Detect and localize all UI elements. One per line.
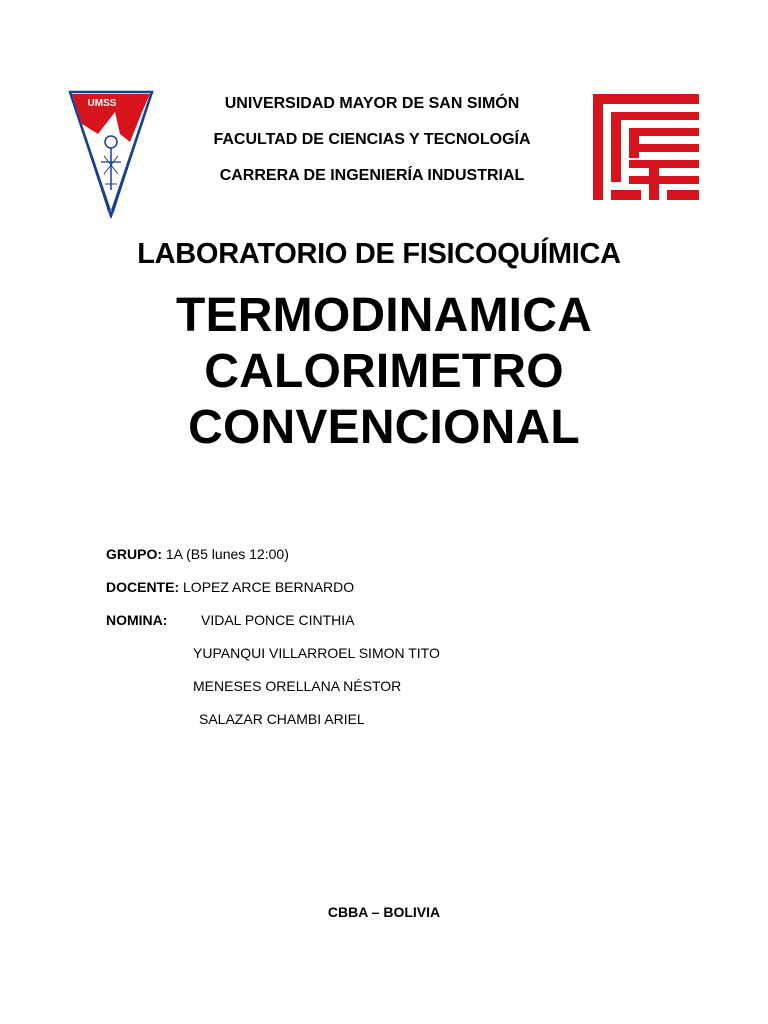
docente-value: LOPEZ ARCE BERNARDO <box>183 579 355 595</box>
footer-location: CBBA – BOLIVIA <box>327 904 441 920</box>
faculty-name: FACULTAD DE CIENCIAS Y TECNOLOGÍA <box>213 131 531 148</box>
member-name: MENESES ORELLANA NÉSTOR <box>193 678 402 694</box>
member-name: SALAZAR CHAMBI ARIEL <box>199 711 365 727</box>
lab-title: LABORATORIO DE FISICOQUÍMICA <box>137 238 621 270</box>
docente-label: DOCENTE: <box>106 579 180 595</box>
main-title-line-1: TERMODINAMICA <box>176 289 592 342</box>
university-name: UNIVERSIDAD MAYOR DE SAN SIMÓN <box>224 95 520 112</box>
svg-text:UMSS: UMSS <box>87 98 117 109</box>
member-name: VIDAL PONCE CINTHIA <box>201 612 355 628</box>
grupo-row <box>106 544 289 564</box>
main-title <box>0 288 768 456</box>
nomina-row <box>106 610 167 630</box>
grupo-label: GRUPO: <box>106 546 162 562</box>
member-name: YUPANQUI VILLARROEL SIMON TITO <box>193 645 440 661</box>
grupo-value: 1A (B5 lunes 12:00) <box>165 546 289 562</box>
main-title-line-3: CONVENCIONAL <box>188 401 580 454</box>
docente-row <box>106 577 354 597</box>
fcyt-logo-icon <box>593 94 699 200</box>
umss-logo-icon <box>68 90 154 218</box>
career-name: CARRERA DE INGENIERÍA INDUSTRIAL <box>219 167 525 184</box>
nomina-label: NOMINA: <box>106 612 168 628</box>
main-title-line-2: CALORIMETRO <box>204 345 564 398</box>
